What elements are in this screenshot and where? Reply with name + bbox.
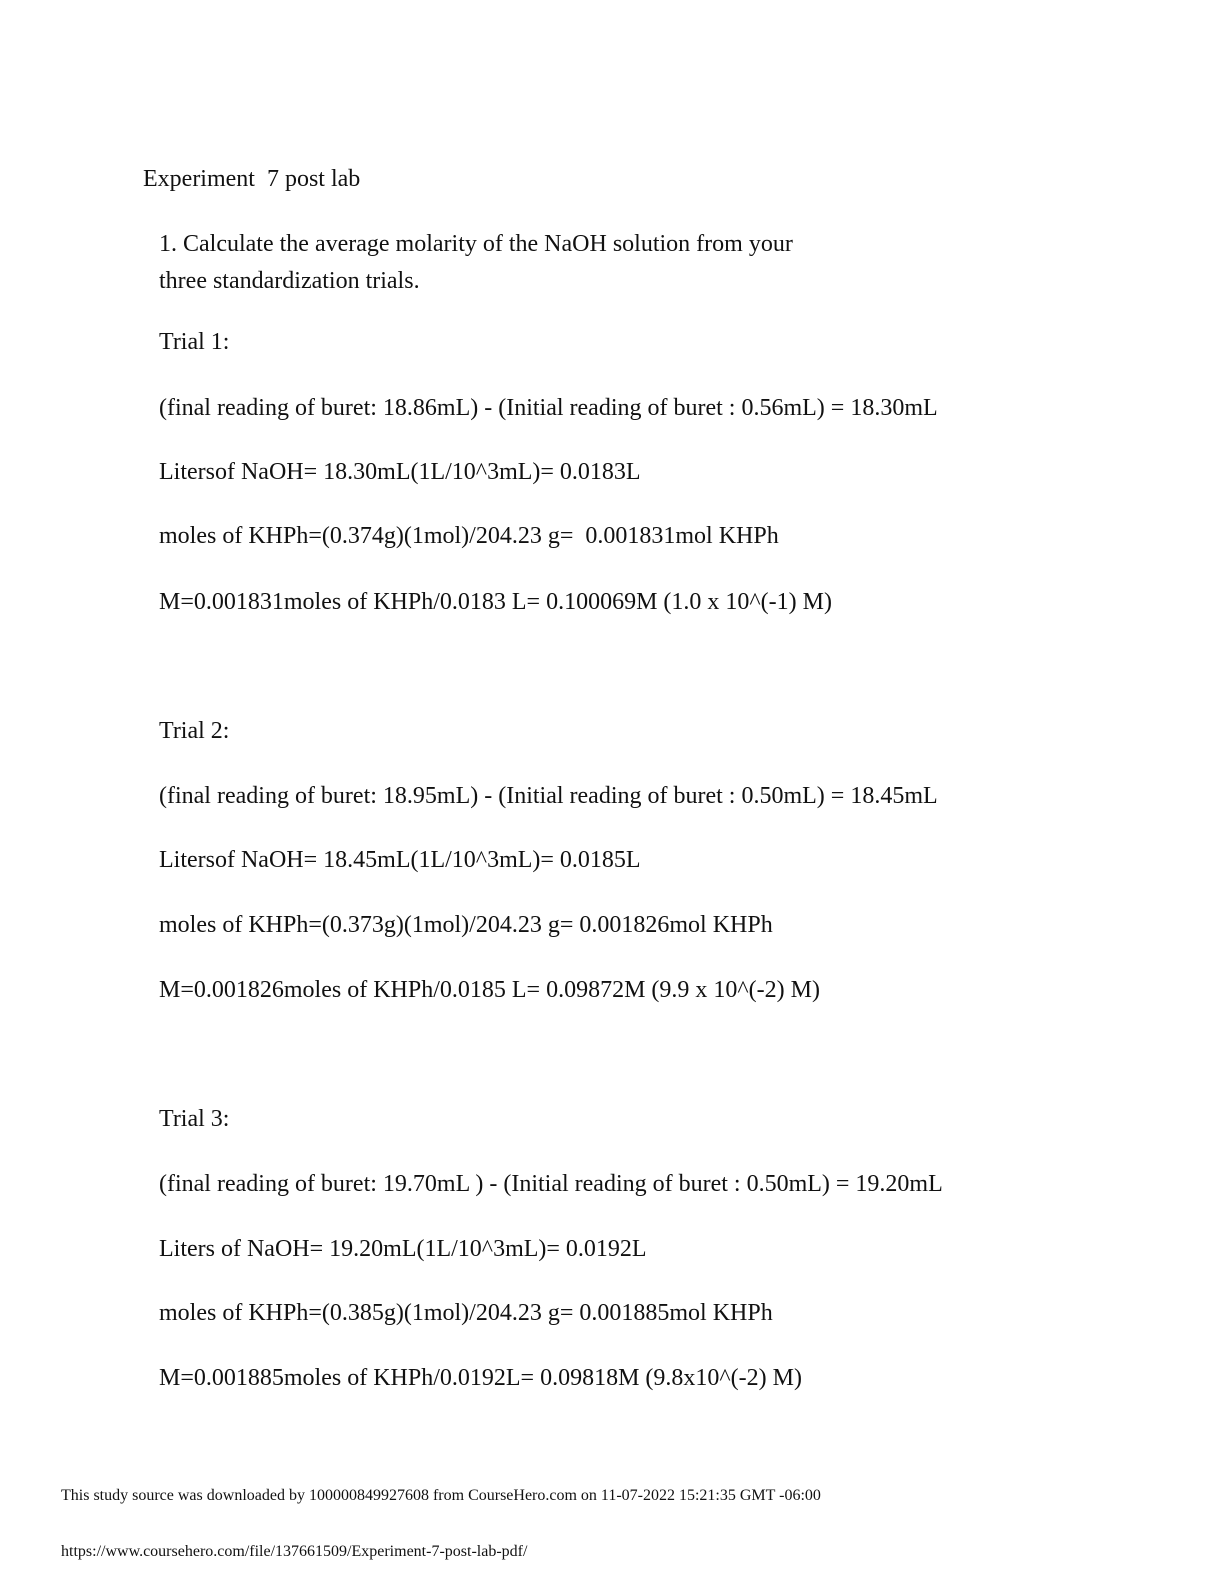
question-line-2: three standardization trials. <box>159 268 420 294</box>
trial-1-buret-reading: (final reading of buret: 18.86mL) - (Initial reading of buret : 0.56mL) = 18.30mL <box>159 395 938 421</box>
trial-1-moles: moles of KHPh=(0.374g)(1mol)/204.23 g= 0.001831mol KHPh <box>159 523 779 549</box>
trial-1-heading: Trial 1: <box>159 329 230 355</box>
page-title: Experiment 7 post lab <box>143 166 361 192</box>
trial-3-buret-reading: (final reading of buret: 19.70mL ) - (Initial reading of buret : 0.50mL) = 19.20mL <box>159 1171 943 1197</box>
trial-1-liters: Litersof NaOH= 18.30mL(1L/10^3mL)= 0.0183L <box>159 459 641 485</box>
trial-3-moles: moles of KHPh=(0.385g)(1mol)/204.23 g= 0.001885mol KHPh <box>159 1300 773 1326</box>
trial-2-heading: Trial 2: <box>159 718 230 744</box>
trial-1-molarity: M=0.001831moles of KHPh/0.0183 L= 0.100069M (1.0 x 10^(-1) M) <box>159 589 832 615</box>
trial-2-buret-reading: (final reading of buret: 18.95mL) - (Initial reading of buret : 0.50mL) = 18.45mL <box>159 783 938 809</box>
trial-3-liters: Liters of NaOH= 19.20mL(1L/10^3mL)= 0.0192L <box>159 1236 647 1262</box>
trial-2-moles: moles of KHPh=(0.373g)(1mol)/204.23 g= 0.001826mol KHPh <box>159 912 773 938</box>
trial-2-molarity: M=0.001826moles of KHPh/0.0185 L= 0.09872M (9.9 x 10^(-2) M) <box>159 977 820 1003</box>
trial-2-liters: Litersof NaOH= 18.45mL(1L/10^3mL)= 0.0185L <box>159 847 641 873</box>
trial-3-molarity: M=0.001885moles of KHPh/0.0192L= 0.09818M (9.8x10^(-2) M) <box>159 1365 802 1391</box>
trial-3-heading: Trial 3: <box>159 1106 230 1132</box>
footer-source-note: This study source was downloaded by 100000849927608 from CourseHero.com on 11-07-2022 15:21:35 GMT -06:00 <box>61 1487 821 1504</box>
question-line-1: 1. Calculate the average molarity of the NaOH solution from your <box>159 231 793 257</box>
footer-url: https://www.coursehero.com/file/137661509/Experiment-7-post-lab-pdf/ <box>61 1543 528 1560</box>
